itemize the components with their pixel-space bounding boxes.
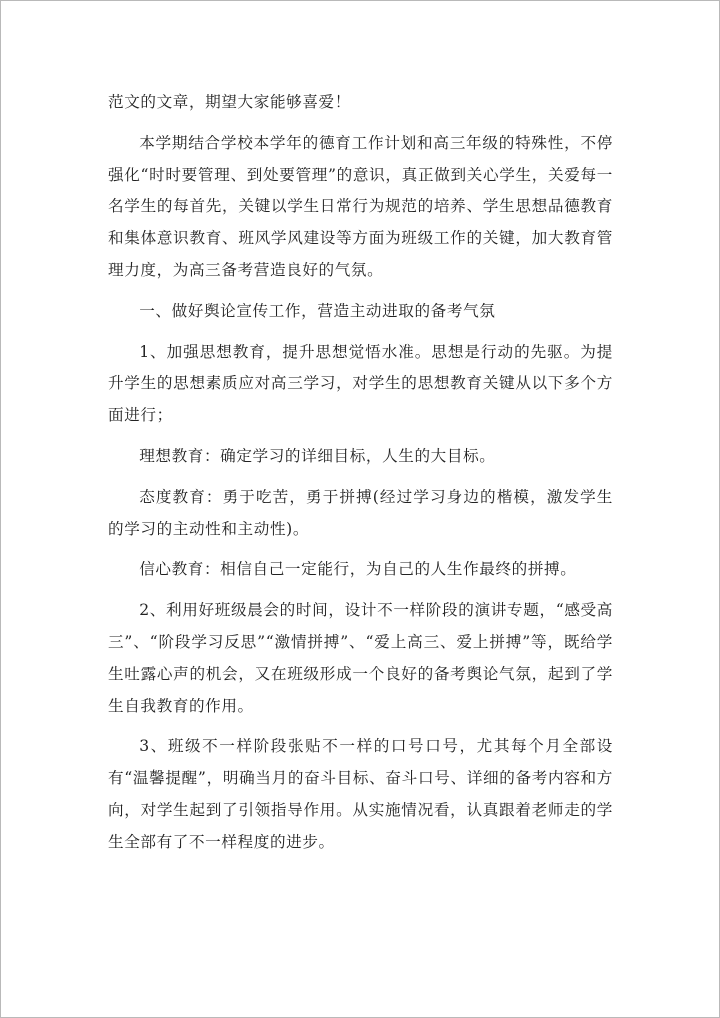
paragraph-confidence-education: 信心教育：相信自己一定能行，为自己的人生作最终的拼搏。 [139, 560, 577, 579]
section-heading-1: 一、做好舆论宣传工作，营造主动进取的备考气氛 [139, 301, 496, 320]
paragraph-item-1: 1、加强思想教育，提升思想觉悟水准。思想是行动的先驱。为提升学生的思想素质应对高三学习，对学生的思想教育关键从以下多个方面进行； [108, 342, 613, 425]
paragraph-attitude-education: 态度教育：勇于吃苦，勇于拼搏(经过学习身边的楷模，激发学生的学习的主动性和主动性)。 [108, 487, 613, 538]
paragraph-item-2: 2、利用好班级晨会的时间，设计不一样阶段的演讲专题，“感受高三”、“阶段学习反思”“激情拼搏”、“爱上高三、爱上拼搏”等，既给学生吐露心声的机会，又在班级形成一个良好的备考舆论气氛，起到了学生自我教育的作用。 [108, 601, 613, 715]
paragraph-ideal-education: 理想教育：确定学习的详细目标，人生的大目标。 [139, 446, 496, 465]
paragraph-1: 范文的文章，期望大家能够喜爱！ [108, 93, 351, 111]
document-body [108, 87, 613, 868]
paragraph-2: 本学期结合学校本学年的德育工作计划和高三年级的特殊性，不停强化“时时要管理、到处要管理”的意识，真正做到关心学生，关爱每一名学生的每首先，关键以学生日常行为规范的培养、学生思想品德教育和集体意识教育、班风学风建设等方面为班级工作的关键，加大教育管理力度，为高三备考营造良好的气氛。 [108, 133, 613, 279]
paragraph-item-3: 3、班级不一样阶段张贴不一样的口号口号，尤其每个月全部设有“温馨提醒”，明确当月的奋斗目标、奋斗口号、详细的备考内容和方向，对学生起到了引领指导作用。从实施情况看，认真跟着老师走的学生全部有了不一样程度的进步。 [108, 737, 613, 851]
